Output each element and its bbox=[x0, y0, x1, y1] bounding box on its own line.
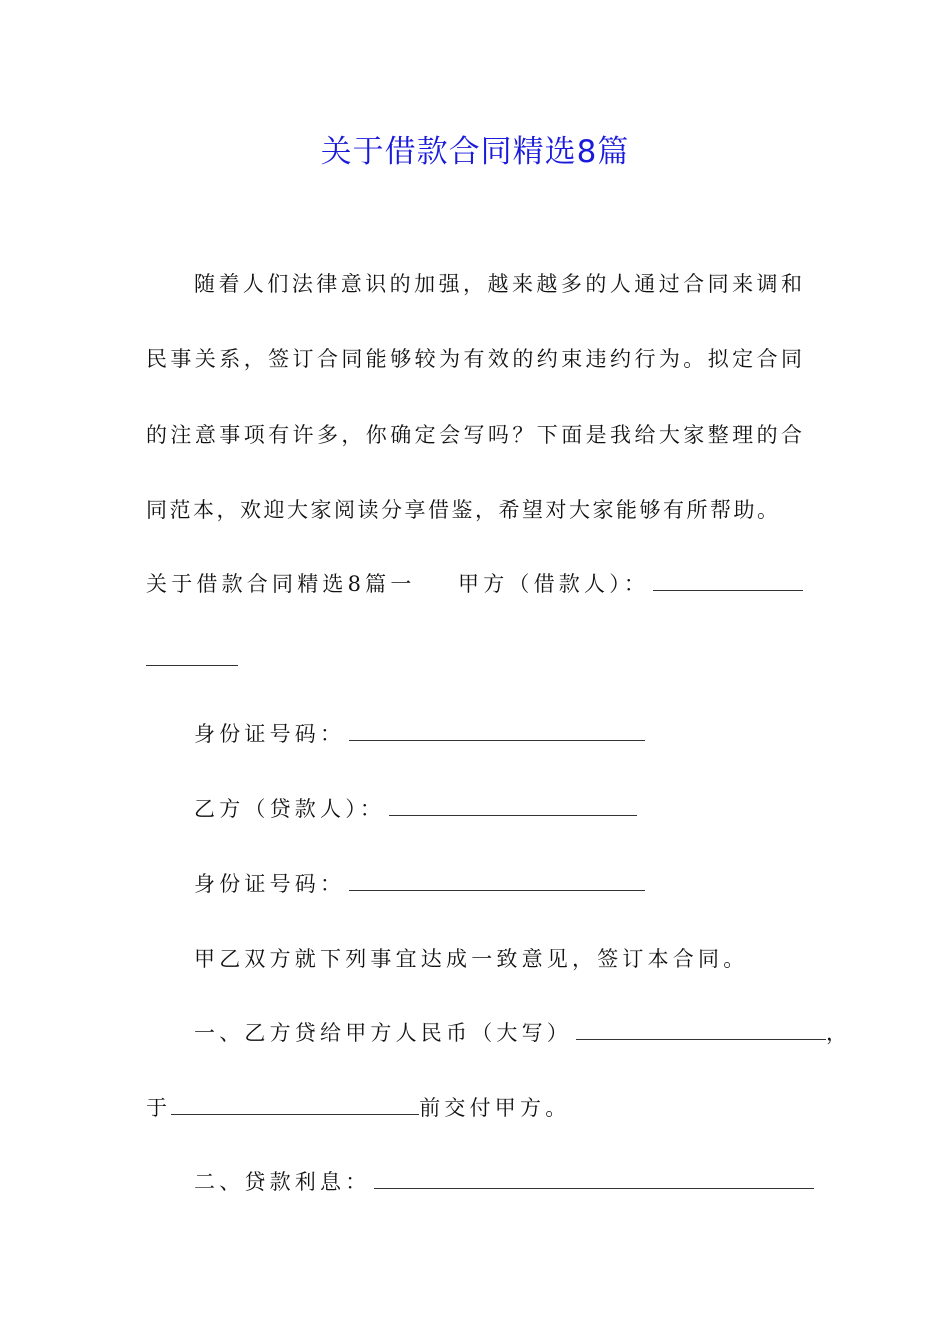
id-a-row bbox=[194, 716, 645, 752]
party-b-row bbox=[194, 791, 637, 827]
intro-line-4: 同范本，欢迎大家阅读分享借鉴，希望对大家能够有所帮助。 bbox=[146, 498, 778, 522]
clause-1-comma: ， bbox=[826, 1021, 852, 1045]
section-heading: 关于借款合同精选8篇一 bbox=[146, 572, 416, 596]
clause-1-row bbox=[194, 1015, 851, 1051]
id-b-label: 身份证号码： bbox=[194, 872, 346, 896]
document-title: 关于借款合同精选8篇 bbox=[320, 134, 630, 170]
intro-line-2: 民事关系，签订合同能够较为有效的约束违约行为。拟定合同 bbox=[146, 347, 802, 371]
party-a-blank-continued bbox=[146, 664, 238, 666]
clause-1-cont-suffix: 前交付甲方。 bbox=[419, 1096, 571, 1120]
party-a-blank bbox=[653, 568, 803, 591]
clause-1-continued-row bbox=[146, 1090, 570, 1126]
intro-line-1: 随着人们法律意识的加强，越来越多的人通过合同来调和 bbox=[194, 272, 802, 296]
intro-line-3: 的注意事项有许多，你确定会写吗？下面是我给大家整理的合 bbox=[146, 423, 802, 447]
party-a-label: 甲方（借款人）： bbox=[458, 572, 650, 596]
clause-1-prefix: 一、乙方贷给甲方人民币（大写） bbox=[194, 1021, 572, 1045]
clause-2-interest-blank bbox=[374, 1166, 814, 1189]
id-b-blank bbox=[349, 868, 645, 891]
party-a-row bbox=[458, 566, 803, 602]
party-b-blank bbox=[389, 793, 637, 816]
id-a-blank bbox=[349, 718, 645, 741]
clause-1-amount-blank bbox=[576, 1017, 826, 1040]
id-b-row bbox=[194, 866, 645, 902]
clause-1-cont-prefix: 于 bbox=[146, 1096, 172, 1120]
clause-1-date-blank bbox=[171, 1092, 419, 1115]
agreement-text: 甲乙双方就下列事宜达成一致意见，签订本合同。 bbox=[194, 947, 749, 971]
clause-2-label: 二、贷款利息： bbox=[194, 1170, 371, 1194]
party-b-label: 乙方（贷款人）： bbox=[194, 797, 386, 821]
id-a-label: 身份证号码： bbox=[194, 722, 346, 746]
clause-2-row bbox=[194, 1164, 814, 1200]
